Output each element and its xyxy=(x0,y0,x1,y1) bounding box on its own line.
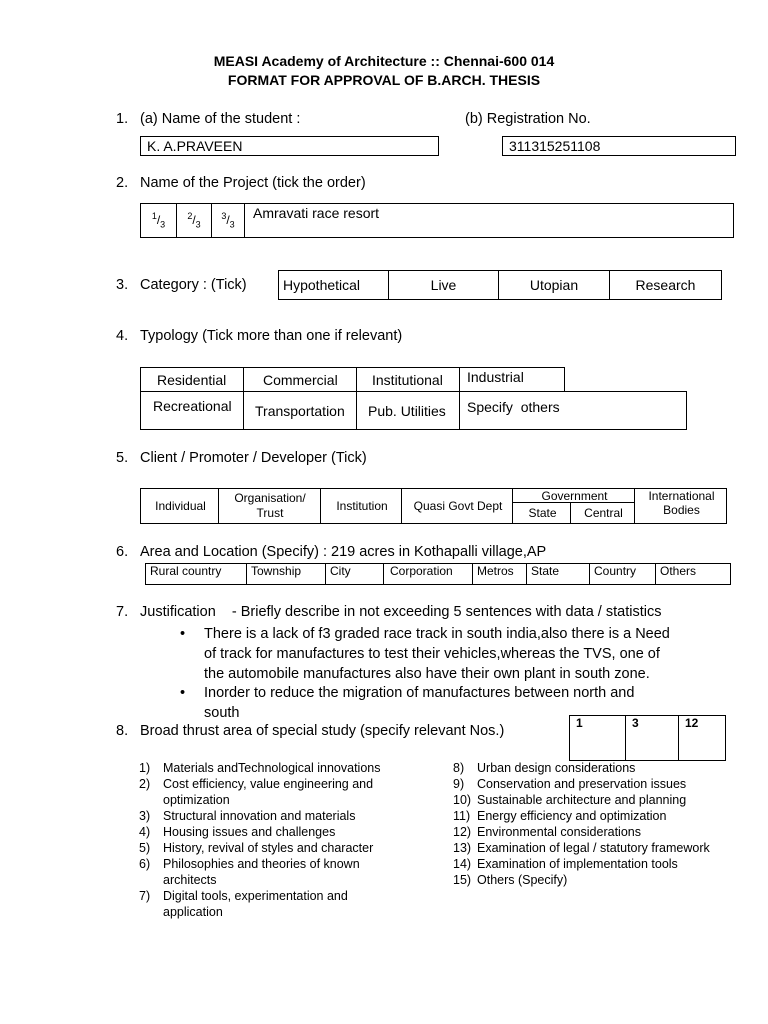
location-country[interactable] xyxy=(590,564,656,585)
location-corporation[interactable] xyxy=(384,564,473,585)
thrust-item-number: 10) xyxy=(453,793,472,807)
thrust-item-number: 12) xyxy=(453,825,472,839)
thrust-item-number: 11) xyxy=(453,809,471,823)
government-label: Government xyxy=(541,489,608,503)
typology-label-text: Pub. Utilities xyxy=(368,403,446,419)
typology-residential[interactable] xyxy=(140,367,244,392)
thrust-item-text: Examination of implementation tools xyxy=(477,857,678,871)
selected-number: 3 xyxy=(632,716,639,730)
selected-number: 12 xyxy=(685,716,699,730)
thrust-item-text: Digital tools, experimentation and xyxy=(163,889,348,903)
bullet-line: south xyxy=(204,705,240,721)
order-3-3-cell[interactable]: $^3/_3$ xyxy=(212,204,245,238)
client-option-label: State xyxy=(528,506,557,520)
thrust-item-text: Examination of legal / statutory framework xyxy=(477,841,710,855)
thrust-item-text: Environmental considerations xyxy=(477,825,641,839)
header-line-2: FORMAT FOR APPROVAL OF B.ARCH. THESIS xyxy=(227,72,541,88)
category-option-label: Hypothetical xyxy=(283,277,361,293)
client-option-label: Institution xyxy=(336,499,388,513)
typology-institutional[interactable] xyxy=(356,367,460,392)
typology-label-text: Residential xyxy=(157,372,227,388)
q7-number: 7. xyxy=(116,604,129,620)
client-option-label: Central xyxy=(584,506,623,520)
category-option-label: Live xyxy=(430,277,457,293)
typology-label-text: Specify others xyxy=(467,399,560,415)
client-option-label: Organisation/ Trust xyxy=(234,491,306,520)
location-option-label: Country xyxy=(594,564,637,578)
selected-number: 1 xyxy=(576,716,583,730)
project-name-cell[interactable] xyxy=(245,204,734,238)
typology-label-text: Transportation xyxy=(255,403,345,419)
q4-number: 4. xyxy=(116,328,129,344)
thrust-item-number: 2) xyxy=(139,777,151,791)
thrust-item-number: 4) xyxy=(139,825,151,839)
location-option-label: Corporation xyxy=(390,564,453,578)
thrust-item-text: Others (Specify) xyxy=(477,873,568,887)
thrust-item-number: 13) xyxy=(453,841,472,855)
thrust-area-label: Broad thrust area of special study (specify relevant Nos.) xyxy=(140,723,505,739)
typology-label-text: Institutional xyxy=(372,372,443,388)
fraction-num: 2 xyxy=(187,211,193,222)
location-option-label: Others xyxy=(660,564,697,578)
thrust-item-text: Urban design considerations xyxy=(477,761,636,775)
client-individual[interactable] xyxy=(140,488,219,524)
location-option-label: Township xyxy=(251,564,302,578)
fraction-num: 3 xyxy=(221,211,227,222)
header-line-1: MEASI Academy of Architecture :: Chennai-600 014 xyxy=(213,53,555,69)
category-option-label: Research xyxy=(635,277,696,293)
registration-value: 311315251108 xyxy=(509,138,601,154)
fraction-den: 3 xyxy=(195,219,201,230)
thrust-selected-3[interactable] xyxy=(679,716,726,761)
location-rural-country[interactable] xyxy=(146,564,247,585)
thrust-item-number: 7) xyxy=(139,889,151,903)
q3-number: 3. xyxy=(116,277,129,293)
client-government-header xyxy=(512,488,635,503)
thrust-item-number: 15) xyxy=(453,873,472,887)
thrust-item-text: Sustainable architecture and planning xyxy=(477,793,687,807)
thrust-list-right xyxy=(453,760,753,900)
thrust-item-text: Housing issues and challenges xyxy=(163,825,336,839)
bullet-line: the automobile manufactures also have their own plant in south zone. xyxy=(204,666,650,682)
q5-number: 5. xyxy=(116,450,129,466)
category-live[interactable] xyxy=(389,271,499,300)
q2-number: 2. xyxy=(116,175,129,191)
project-table xyxy=(140,203,734,238)
location-option-label: City xyxy=(330,564,351,578)
client-international[interactable] xyxy=(634,488,727,524)
thrust-item-text: Conservation and preservation issues xyxy=(477,777,687,791)
project-name-value: Amravati race resort xyxy=(253,205,380,221)
fraction-num: 1 xyxy=(151,211,157,222)
thrust-item-text: Philosophies and theories of known xyxy=(163,857,360,871)
student-name-field[interactable] xyxy=(140,136,439,156)
bullet-line: Inorder to reduce the migration of manufactures between north and xyxy=(204,685,635,701)
category-hypothetical[interactable] xyxy=(279,271,389,300)
typology-recreational[interactable] xyxy=(140,391,244,430)
thrust-item-text: Cost efficiency, value engineering and xyxy=(163,777,374,791)
client-label: Client / Promoter / Developer (Tick) xyxy=(140,450,367,466)
thrust-item-number: 8) xyxy=(453,761,465,775)
typology-label-text: Commercial xyxy=(263,372,338,388)
thrust-item-number: 1) xyxy=(139,761,151,775)
location-option-label: Metros xyxy=(477,564,514,578)
category-label: Category : (Tick) xyxy=(140,277,247,293)
typology-specify-others[interactable] xyxy=(459,391,687,430)
typology-label: Typology (Tick more than one if relevant) xyxy=(140,328,403,344)
project-name-label: Name of the Project (tick the order) xyxy=(140,175,366,191)
registration-field[interactable] xyxy=(502,136,736,156)
thrust-selected-1[interactable] xyxy=(570,716,626,761)
category-research[interactable] xyxy=(610,271,722,300)
q8-number: 8. xyxy=(116,723,129,739)
client-option-label: Quasi Govt Dept xyxy=(413,499,503,513)
student-name-label: (a) Name of the student : xyxy=(140,111,301,127)
typology-pub-utilities[interactable] xyxy=(356,391,460,430)
student-name-value: K. A.PRAVEEN xyxy=(147,138,243,154)
thrust-item-text: architects xyxy=(163,873,217,887)
location-state[interactable] xyxy=(527,564,590,585)
justification-bullet-1 xyxy=(180,624,670,684)
thrust-item-number: 9) xyxy=(453,777,465,791)
client-quasi-govt[interactable] xyxy=(401,488,513,524)
thrust-item-number: 14) xyxy=(453,857,472,871)
thrust-list-left xyxy=(139,760,439,920)
location-metros[interactable] xyxy=(473,564,527,585)
bullet-line: of track for manufactures to test their vehicles,whereas the TVS, one of xyxy=(204,646,660,662)
order-1-3-cell[interactable]: $^1/_3$ xyxy=(141,204,177,238)
location-table xyxy=(145,563,731,585)
typology-commercial[interactable] xyxy=(243,367,357,392)
typology-label-text: Industrial xyxy=(467,369,524,385)
client-institution[interactable] xyxy=(320,488,402,524)
justification-label: Justification - Briefly describe in not exceeding 5 sentences with data / statistics xyxy=(140,604,662,620)
bullet-dot-icon: • xyxy=(180,685,186,701)
client-option-label: Individual xyxy=(155,499,206,513)
thrust-item-text: application xyxy=(163,905,223,919)
thrust-selected-table xyxy=(569,715,726,761)
bullet-line: There is a lack of f3 graded race track in south india,also there is a Need xyxy=(204,626,670,642)
thrust-item-text: Structural innovation and materials xyxy=(163,809,356,823)
thrust-selected-2[interactable] xyxy=(626,716,679,761)
thrust-item-number: 3) xyxy=(139,809,151,823)
fraction-den: 3 xyxy=(160,219,166,230)
thrust-item-text: Materials andTechnological innovations xyxy=(163,761,381,775)
fraction-den: 3 xyxy=(229,219,235,230)
thrust-item-text: Energy efficiency and optimization xyxy=(477,809,667,823)
typology-transportation[interactable] xyxy=(243,391,357,430)
client-option-label: International Bodies xyxy=(648,489,715,517)
category-table xyxy=(278,270,722,300)
category-option-label: Utopian xyxy=(529,277,579,293)
registration-label: (b) Registration No. xyxy=(465,111,591,127)
location-city[interactable] xyxy=(326,564,384,585)
typology-industrial[interactable] xyxy=(459,367,565,392)
order-2-3-cell[interactable]: $^2/_3$ xyxy=(177,204,212,238)
q1-number: 1. xyxy=(116,111,129,127)
area-location-label: Area and Location (Specify) : 219 acres in Kothapalli village,AP xyxy=(140,544,547,560)
client-central[interactable] xyxy=(570,502,635,524)
thrust-item-number: 6) xyxy=(139,857,151,871)
typology-label-text: Recreational xyxy=(153,398,232,414)
category-utopian[interactable] xyxy=(499,271,610,300)
thrust-item-text: History, revival of styles and character xyxy=(163,841,374,855)
bullet-dot-icon: • xyxy=(180,626,186,642)
thrust-item-text: optimization xyxy=(163,793,230,807)
client-organisation[interactable] xyxy=(218,488,321,524)
location-others[interactable] xyxy=(656,564,731,585)
location-option-label: Rural country xyxy=(150,564,222,578)
thrust-item-number: 5) xyxy=(139,841,151,855)
q6-number: 6. xyxy=(116,544,129,560)
client-state[interactable] xyxy=(512,502,571,524)
location-option-label: State xyxy=(531,564,560,578)
location-township[interactable] xyxy=(247,564,326,585)
